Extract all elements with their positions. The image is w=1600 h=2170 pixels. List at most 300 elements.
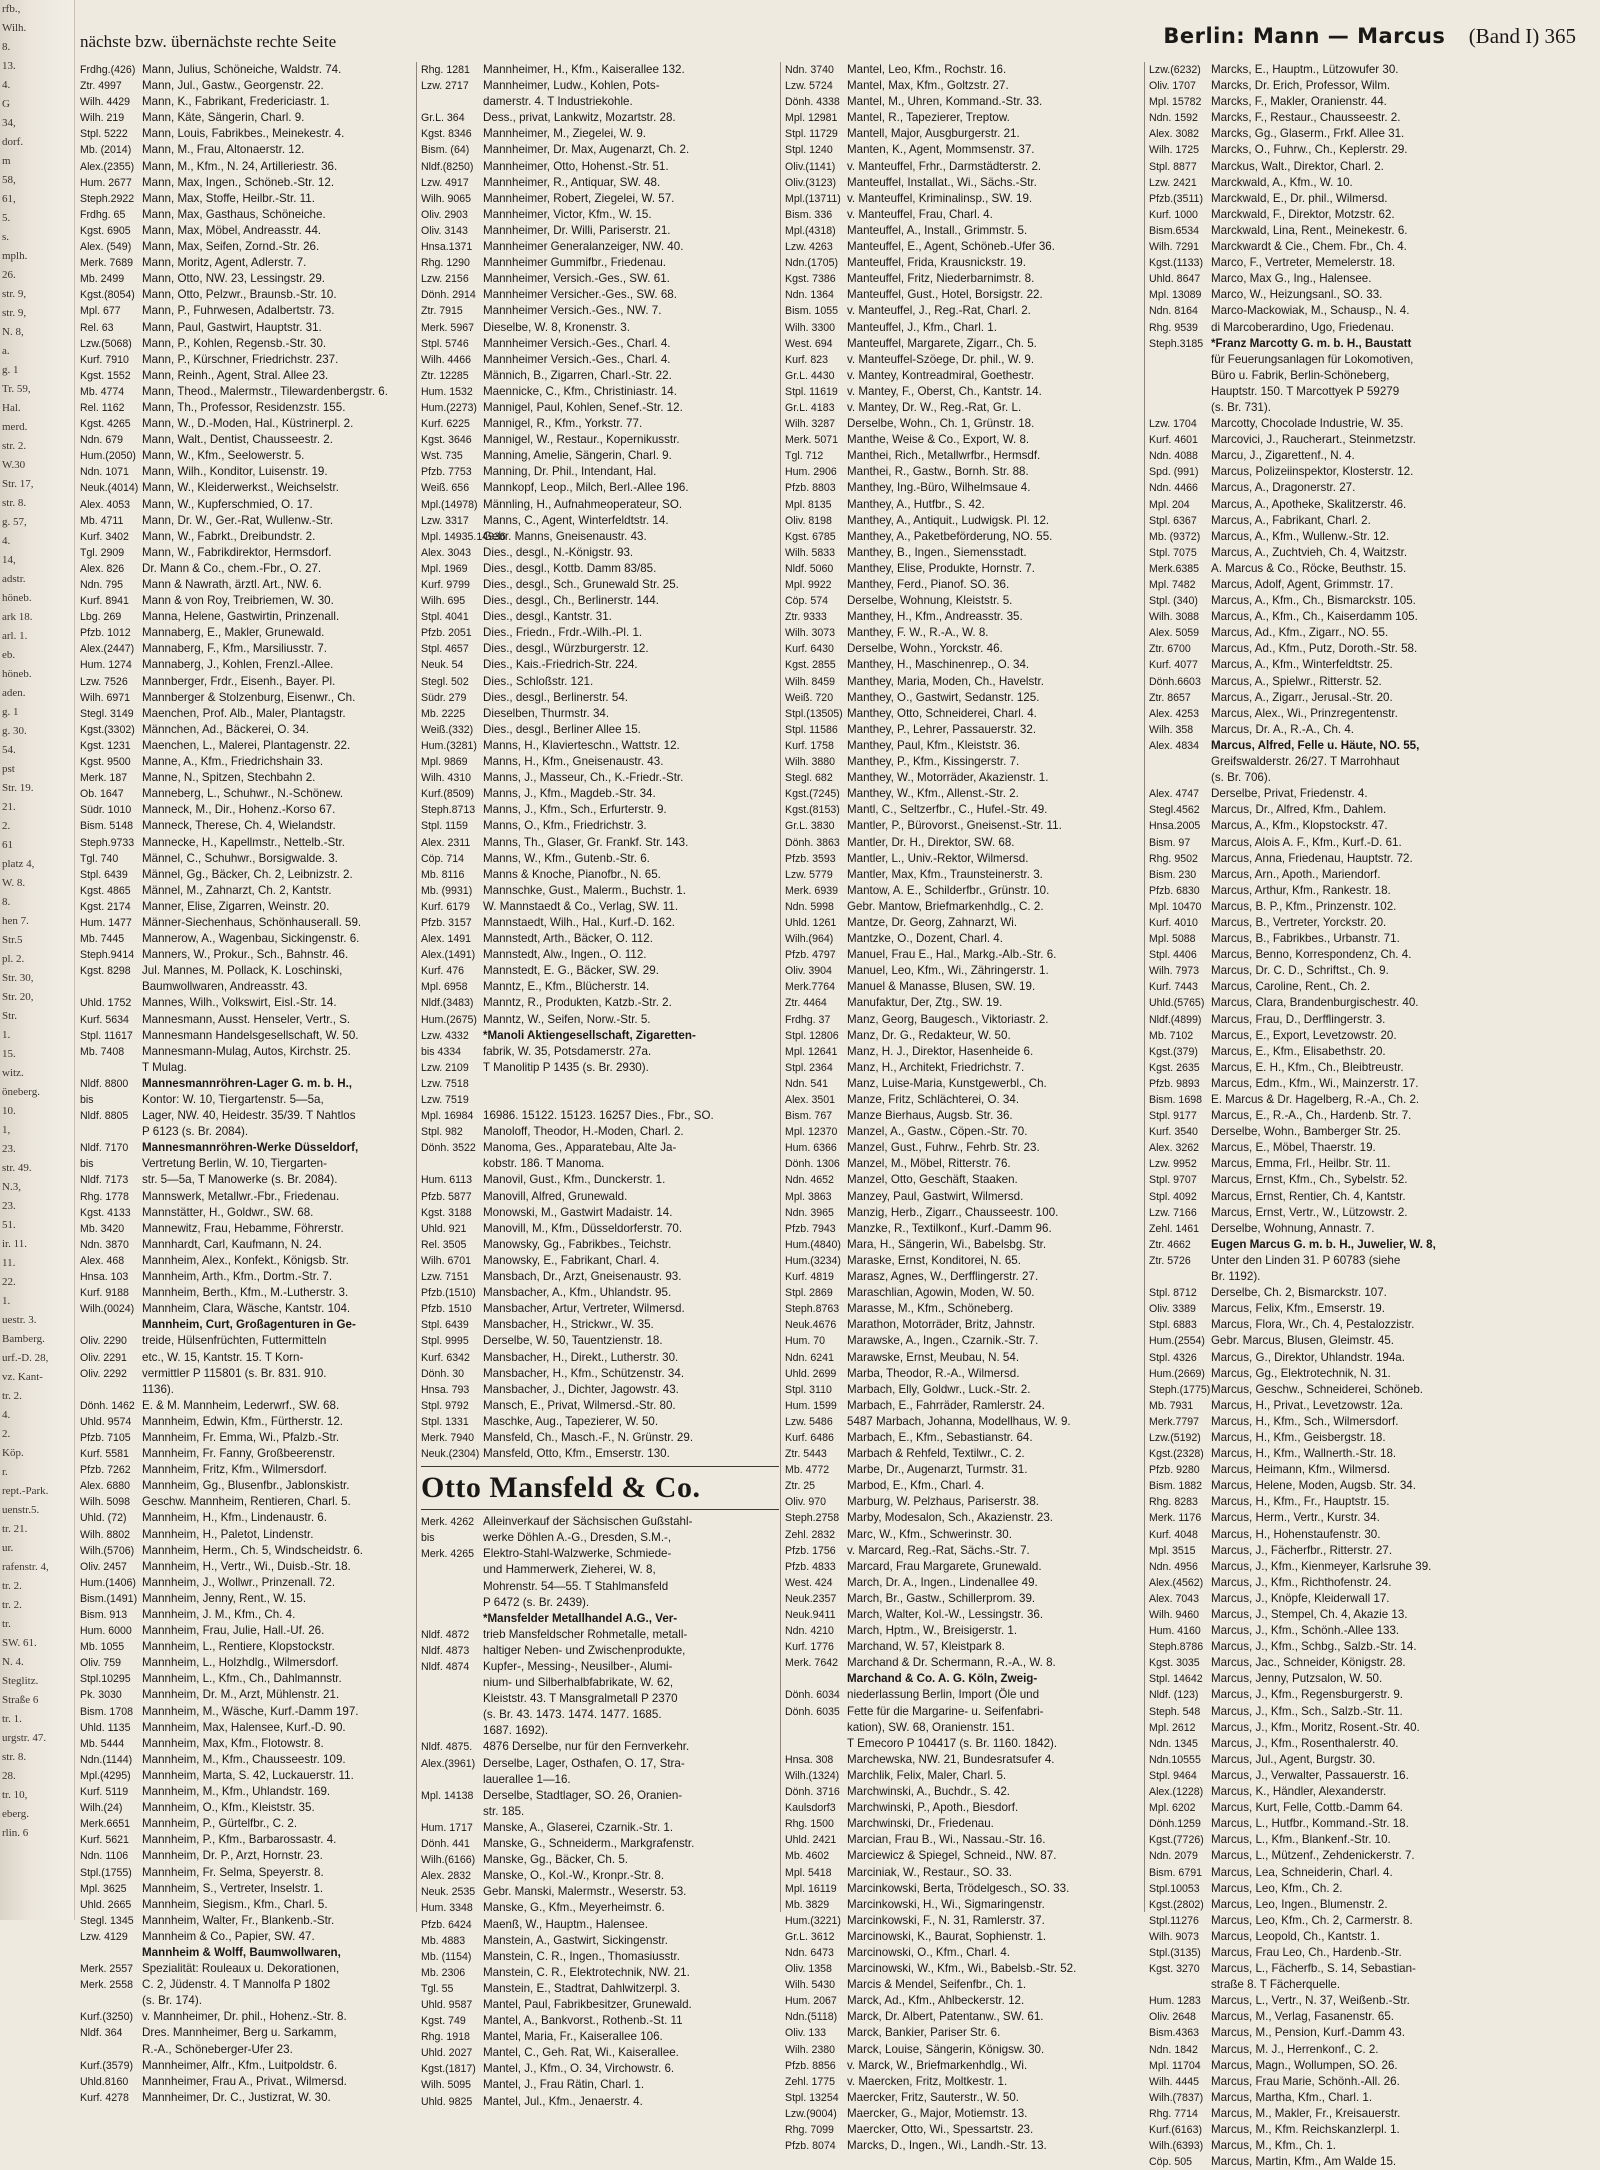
telephone-exchange-number: Stpl. 9792 bbox=[421, 1399, 469, 1412]
entry-text: Mannheimer, Dr. Max, Augenarzt, Ch. 2. bbox=[483, 143, 690, 157]
previous-page-fragment: 13. bbox=[2, 60, 16, 72]
telephone-exchange-number: Lzw. 4129 bbox=[80, 1930, 128, 1943]
telephone-exchange-number: Ndn. 6241 bbox=[785, 1351, 834, 1364]
previous-page-fragment: g. 1 bbox=[2, 706, 19, 718]
directory-entry bbox=[421, 126, 779, 142]
telephone-exchange-number: Mpl. 14935.14936 bbox=[421, 530, 506, 543]
directory-entry bbox=[80, 609, 412, 625]
directory-entry bbox=[1149, 1092, 1595, 1108]
telephone-exchange-number: Gr.L. 3612 bbox=[785, 1930, 835, 1943]
telephone-exchange-number: Kurf. 7443 bbox=[1149, 981, 1198, 994]
directory-entry bbox=[1149, 287, 1595, 303]
telephone-exchange-number: Hum. 2677 bbox=[80, 176, 132, 189]
directory-entry bbox=[421, 1205, 779, 1221]
telephone-exchange-number: Hum.(2273) bbox=[421, 401, 477, 414]
entry-text: Marcus, Jenny, Putzsalon, W. 50. bbox=[1211, 1672, 1383, 1686]
previous-page-fragment: ur. bbox=[2, 1542, 14, 1554]
entry-text: Kleiststr. 43. T Mansgralmetall P 2370 bbox=[483, 1692, 678, 1706]
telephone-exchange-number: Ndn.(1144) bbox=[80, 1753, 133, 1766]
telephone-exchange-number: Wilh.(6166) bbox=[421, 1854, 476, 1867]
directory-entry bbox=[1149, 1929, 1595, 1945]
telephone-exchange-number: Lzw. 9952 bbox=[1149, 1158, 1197, 1171]
telephone-exchange-number: Pfzb. 5877 bbox=[421, 1190, 472, 1203]
entry-text: niederlassung Berlin, Import (Öle und bbox=[847, 1688, 1040, 1702]
directory-entry bbox=[785, 1446, 1143, 1462]
telephone-exchange-number: Merk.7764 bbox=[785, 981, 836, 994]
directory-entry bbox=[785, 400, 1143, 416]
telephone-exchange-number: Stpl. 9464 bbox=[1149, 1769, 1197, 1782]
entry-text: Mannheim & Wolff, Baumwollwaren, bbox=[142, 1945, 341, 1959]
entry-text: haltiger Neben- und Zwischenprodukte, bbox=[483, 1643, 686, 1657]
entry-text: Mannheim, Curt, Großagenturen in Ge- bbox=[142, 1318, 356, 1332]
telephone-exchange-number: Ndn. 541 bbox=[785, 1077, 828, 1090]
entry-text: Marcus, J., Kfm., Sch., Salzb.-Str. 11. bbox=[1211, 1704, 1403, 1718]
entry-text: Marcus, A., Kfm., Wullenw.-Str. 12. bbox=[1211, 529, 1390, 543]
directory-entry bbox=[785, 2106, 1143, 2122]
previous-page-fragment: Str. 20, bbox=[2, 991, 34, 1003]
telephone-exchange-number: Alex.(2355) bbox=[80, 160, 135, 173]
directory-entry bbox=[1149, 931, 1595, 947]
directory-entry bbox=[80, 1205, 412, 1221]
telephone-exchange-number: Oliv.(3123) bbox=[785, 176, 837, 189]
directory-entry bbox=[421, 62, 779, 78]
previous-page-fragment: 26. bbox=[2, 269, 16, 281]
directory-entry bbox=[1149, 963, 1595, 979]
directory-entry bbox=[80, 1527, 412, 1543]
telephone-exchange-number: Merk. 7642 bbox=[785, 1657, 838, 1670]
entry-text: Marcus, H., Kfm., Fr., Hauptstr. 15. bbox=[1211, 1495, 1390, 1509]
entry-text: Maraschlian, Agowin, Moden, W. 50. bbox=[847, 1286, 1035, 1300]
entry-text: Gebr. Mantow, Briefmarkenhdlg., C. 2. bbox=[847, 899, 1044, 913]
telephone-exchange-number: Alex. 3043 bbox=[421, 546, 472, 559]
telephone-exchange-number: Oliv. 2457 bbox=[80, 1560, 127, 1573]
entry-text: Marchand & Co. A. G. Köln, Zweig- bbox=[847, 1672, 1038, 1686]
directory-entry bbox=[785, 1189, 1143, 1205]
directory-entry bbox=[785, 1205, 1143, 1221]
entry-text: Mantler, Dr. H., Direktor, SW. 68. bbox=[847, 835, 1015, 849]
entry-text: Mannewitz, Frau, Hebamme, Föhrerstr. bbox=[142, 1221, 344, 1235]
telephone-exchange-number: Stpl.11276 bbox=[1149, 1914, 1199, 1927]
directory-entry bbox=[421, 1756, 779, 1772]
entry-text: Derselbe, Wohnung, Kleiststr. 5. bbox=[847, 594, 1013, 608]
entry-text: Marckwald, Lina, Rent., Meinekestr. 6. bbox=[1211, 223, 1408, 237]
directory-entry bbox=[80, 1720, 412, 1736]
entry-text: R.-A., Schöneberger-Ufer 23. bbox=[142, 2042, 293, 2056]
telephone-exchange-number: Nldf. 7173 bbox=[80, 1174, 129, 1187]
entry-text: Marchwinski, P., Apoth., Biesdorf. bbox=[847, 1801, 1019, 1815]
entry-text: Kontor: W. 10, Tiergartenstr. 5—5a, bbox=[142, 1093, 324, 1106]
directory-entry bbox=[785, 1060, 1143, 1076]
previous-page-fragment: arl. 1. bbox=[2, 630, 28, 642]
entry-text: Marcus, Leo, Ingen., Blumenstr. 2. bbox=[1211, 1897, 1388, 1911]
telephone-exchange-number: Lzw. 7518 bbox=[421, 1077, 469, 1090]
telephone-exchange-number: Stpl. 14642 bbox=[1149, 1673, 1203, 1686]
directory-entry bbox=[785, 255, 1143, 271]
previous-page-fragment: Str. 17, bbox=[2, 478, 34, 490]
telephone-exchange-number: Kgst. 4133 bbox=[80, 1206, 131, 1219]
directory-entry bbox=[785, 1414, 1143, 1430]
directory-entry bbox=[80, 126, 412, 142]
telephone-exchange-number: Weiß. 720 bbox=[785, 691, 834, 704]
entry-text: Marcus, B., Vertreter, Yorckstr. 20. bbox=[1211, 915, 1387, 929]
entry-text: Marcus, Ernst, Vertr., W., Lützowstr. 2. bbox=[1211, 1205, 1408, 1219]
telephone-exchange-number: Mb. 4711 bbox=[80, 514, 124, 527]
previous-page-fragment: str. 8. bbox=[2, 497, 27, 509]
telephone-exchange-number: Ztr. 5443 bbox=[785, 1448, 827, 1461]
entry-text: Mannes, Wilh., Volkswirt, Eisl.-Str. 14. bbox=[142, 996, 337, 1010]
directory-entry bbox=[785, 625, 1143, 641]
previous-page-fragment: mplh. bbox=[2, 250, 28, 262]
directory-entry bbox=[1149, 1961, 1595, 1977]
directory-entry bbox=[80, 1816, 412, 1832]
entry-text: Mann, Käte, Sängerin, Charl. 9. bbox=[142, 111, 305, 125]
directory-entry bbox=[785, 2025, 1143, 2041]
directory-entry bbox=[785, 883, 1143, 899]
directory-entry bbox=[80, 1333, 412, 1349]
telephone-exchange-number: Hum.(4840) bbox=[785, 1238, 841, 1251]
entry-text: Mansfeld, Ch., Masch.-F., N. Grünstr. 29. bbox=[483, 1430, 694, 1444]
telephone-exchange-number: Merk. 2558 bbox=[80, 1979, 133, 1992]
entry-text: Marasz, Agnes, W., Derfflingerstr. 27. bbox=[847, 1270, 1039, 1284]
entry-text: Alleinverkauf der Sächsischen Gußstahl- bbox=[483, 1515, 693, 1529]
entry-text: Mannheim, P., Gürtelfbr., C. 2. bbox=[142, 1817, 298, 1831]
directory-entry bbox=[80, 1768, 412, 1784]
entry-text: Mann, Max, Gasthaus, Schöneiche. bbox=[142, 207, 326, 221]
directory-entry bbox=[785, 1671, 1143, 1687]
directory-entry bbox=[421, 368, 779, 384]
telephone-exchange-number: Bism. 5148 bbox=[80, 820, 133, 833]
directory-entry bbox=[785, 368, 1143, 384]
telephone-exchange-number: Uhld. 1135 bbox=[80, 1721, 131, 1734]
telephone-exchange-number: Neuk. 54 bbox=[421, 659, 464, 672]
entry-text: Manning, Amelie, Sängerin, Charl. 9. bbox=[483, 449, 672, 463]
entry-text: Maercker, G., Major, Motiemstr. 13. bbox=[847, 2106, 1028, 2120]
directory-entry bbox=[421, 1366, 779, 1382]
telephone-exchange-number: Stpl. 9995 bbox=[421, 1335, 469, 1348]
telephone-exchange-number: Alex.(4562) bbox=[1149, 1576, 1204, 1589]
telephone-exchange-number: Alex. 4253 bbox=[1149, 707, 1200, 720]
telephone-exchange-number: Uhld. 9825 bbox=[421, 2095, 473, 2108]
entry-text: Manntz, W., Seifen, Norw.-Str. 5. bbox=[483, 1012, 651, 1026]
telephone-exchange-number: Mpl.(4295) bbox=[80, 1769, 131, 1782]
directory-entry bbox=[1149, 690, 1595, 706]
entry-text: Manteuffel, A., Install., Grimmstr. 5. bbox=[847, 223, 1028, 237]
telephone-exchange-number: Hnsa. 103 bbox=[80, 1271, 129, 1284]
entry-text: Marcus, E., R.-A., Ch., Hardenb. Str. 7. bbox=[1211, 1109, 1412, 1123]
directory-entry bbox=[421, 110, 779, 126]
directory-entry bbox=[421, 1675, 779, 1691]
telephone-exchange-number: Rhg. 9502 bbox=[1149, 852, 1198, 865]
telephone-exchange-number: Stpl. 1331 bbox=[421, 1415, 469, 1428]
directory-entry bbox=[785, 1865, 1143, 1881]
entry-text: 1136). bbox=[142, 1382, 175, 1396]
telephone-exchange-number: Lzw. 4332 bbox=[421, 1029, 469, 1042]
telephone-exchange-number: Gr.L. 3830 bbox=[785, 820, 835, 833]
directory-entry bbox=[785, 1366, 1143, 1382]
directory-entry bbox=[785, 963, 1143, 979]
entry-text: Marckwald, F., Direktor, Motzstr. 62. bbox=[1211, 207, 1395, 221]
directory-entry bbox=[1149, 1784, 1595, 1800]
telephone-exchange-number: Stpl.(1755) bbox=[80, 1866, 132, 1879]
directory-entry bbox=[80, 1897, 412, 1913]
directory-entry bbox=[1149, 1221, 1595, 1237]
directory-entry bbox=[421, 1579, 779, 1595]
telephone-exchange-number: Mpl. 10470 bbox=[1149, 900, 1202, 913]
directory-entry bbox=[1149, 239, 1595, 255]
directory-entry bbox=[1149, 1333, 1595, 1349]
directory-entry bbox=[421, 915, 779, 931]
entry-text: Marcus, A., Zigarr., Jerusal.-Str. 20. bbox=[1211, 690, 1393, 704]
entry-text: Mannheimer, Victor, Kfm., W. 15. bbox=[483, 207, 652, 221]
previous-page-fragment: 10. bbox=[2, 1105, 16, 1117]
telephone-exchange-number: Hum. 6113 bbox=[421, 1174, 473, 1187]
entry-text: Manuel, Frau E., Hal., Markg.-Alb.-Str. 6. bbox=[847, 948, 1057, 962]
telephone-exchange-number: Lzw. 3317 bbox=[421, 514, 469, 527]
telephone-exchange-number: Kgst.(8153) bbox=[785, 804, 840, 817]
entry-text: 4876 Derselbe, nur für den Fernverkehr. bbox=[483, 1740, 690, 1754]
directory-entry bbox=[80, 207, 412, 223]
telephone-exchange-number: Dönh. 6035 bbox=[785, 1705, 840, 1718]
telephone-exchange-number: Kgst. 2855 bbox=[785, 659, 836, 672]
entry-text: Manowsky, Gg., Fabrikbes., Teichstr. bbox=[483, 1237, 672, 1251]
directory-entry bbox=[1149, 818, 1595, 834]
directory-entry bbox=[421, 303, 779, 319]
entry-text: Mannheimer Versicher.-Ges., SW. 68. bbox=[483, 288, 677, 302]
telephone-exchange-number: Mb. 7931 bbox=[1149, 1399, 1194, 1412]
directory-entry bbox=[785, 1768, 1143, 1784]
entry-text: Mannkopf, Leop., Milch, Berl.-Allee 196. bbox=[483, 481, 689, 495]
telephone-exchange-number: Tgl. 55 bbox=[421, 1982, 454, 1995]
directory-entry bbox=[421, 1788, 779, 1804]
directory-entry bbox=[80, 931, 412, 947]
entry-text: Mannstedt, E. G., Bäcker, SW. 29. bbox=[483, 964, 659, 978]
entry-text: Mannheim, Clara, Wäsche, Kantstr. 104. bbox=[142, 1302, 351, 1316]
directory-entry bbox=[785, 1350, 1143, 1366]
entry-text: Mannesmannröhren-Werke Düsseldorf, bbox=[142, 1141, 359, 1155]
previous-page-fragment: Tr. 59, bbox=[2, 383, 31, 395]
directory-entry bbox=[421, 690, 779, 706]
entry-text: Manz, H. J., Direktor, Hasenheide 6. bbox=[847, 1044, 1034, 1058]
telephone-exchange-number: Wilh. 9065 bbox=[421, 192, 472, 205]
telephone-exchange-number: Mb. 2306 bbox=[421, 1966, 466, 1979]
telephone-exchange-number: Nldf. (123) bbox=[1149, 1689, 1199, 1702]
entry-text: Marcus, A., Apotheke, Skalitzerstr. 46. bbox=[1211, 497, 1407, 511]
entry-text: Mannheim, Dr. P., Arzt, Hornstr. 23. bbox=[142, 1849, 323, 1863]
telephone-exchange-number: Rhg. 1778 bbox=[80, 1190, 129, 1203]
entry-text: Dies., desgl., N.-Königstr. 93. bbox=[483, 545, 634, 559]
entry-text: Mannheim, Walter, Fr., Blankenb.-Str. bbox=[142, 1913, 335, 1927]
telephone-exchange-number: Stpl. 1159 bbox=[421, 820, 468, 833]
telephone-exchange-number: bis 4334 bbox=[421, 1045, 462, 1058]
entry-text: Mannheim, L., Kfm., Ch., Dahlmannstr. bbox=[142, 1672, 342, 1686]
telephone-exchange-number: Uhld. 9574 bbox=[80, 1415, 132, 1428]
entry-text: Marckus, Walt., Direktor, Charl. 2. bbox=[1211, 159, 1384, 173]
previous-page-fragment: s. bbox=[2, 231, 10, 243]
telephone-exchange-number: Oliv. 2648 bbox=[1149, 2011, 1196, 2024]
telephone-exchange-number: Kgst. 7386 bbox=[785, 273, 836, 286]
telephone-exchange-number: Merk. 7940 bbox=[421, 1431, 474, 1444]
directory-entry bbox=[785, 1221, 1143, 1237]
entry-text: Manze Bierhaus, Augsb. Str. 36. bbox=[847, 1109, 1013, 1123]
telephone-exchange-number: Pfzb. 9893 bbox=[1149, 1077, 1200, 1090]
directory-entry bbox=[421, 529, 779, 545]
directory-entry bbox=[80, 818, 412, 834]
previous-page-fragment: 22. bbox=[2, 1276, 16, 1288]
telephone-exchange-number: Ndn. 1071 bbox=[80, 466, 129, 479]
telephone-exchange-number: Kgst. 2174 bbox=[80, 900, 131, 913]
telephone-exchange-number: Cöp. 714 bbox=[421, 852, 464, 865]
entry-text: Männling, H., Aufnahmeoperateur, SO. bbox=[483, 497, 683, 511]
directory-entry bbox=[1149, 561, 1595, 577]
directory-entry bbox=[1149, 2122, 1595, 2138]
entry-text: *Franz Marcotty G. m. b. H., Baustatt bbox=[1211, 336, 1412, 350]
directory-entry bbox=[1149, 1704, 1595, 1720]
directory-entry bbox=[421, 1430, 779, 1446]
telephone-exchange-number: Alex. 3501 bbox=[785, 1094, 836, 1106]
directory-entry bbox=[1149, 1060, 1595, 1076]
previous-page-fragment: tr. 1. bbox=[2, 1713, 22, 1725]
previous-page-fragment: 21. bbox=[2, 801, 16, 813]
entry-text: Manzel, Gust., Fuhrw., Fehrb. Str. 23. bbox=[847, 1141, 1040, 1155]
entry-text: Mann, Wilh., Konditor, Luisenstr. 19. bbox=[142, 465, 328, 479]
entry-text: Spezialität: Rouleaux u. Dekorationen, bbox=[142, 1962, 340, 1976]
entry-text: A. Marcus & Co., Röcke, Beuthstr. 15. bbox=[1211, 561, 1407, 575]
telephone-exchange-number: bis bbox=[421, 1532, 435, 1545]
directory-entry bbox=[80, 287, 412, 303]
telephone-exchange-number: Mpl. 8135 bbox=[785, 498, 832, 511]
directory-entry bbox=[80, 786, 412, 802]
telephone-exchange-number: Hum. 6000 bbox=[80, 1625, 132, 1638]
entry-text: Marba, Theodor, R.-A., Wilmersd. bbox=[847, 1366, 1020, 1380]
telephone-exchange-number: Südr. 1010 bbox=[80, 804, 132, 817]
entry-text: Marcus, Frau Marie, Schönh.-All. 26. bbox=[1211, 2074, 1400, 2088]
telephone-exchange-number: bis bbox=[80, 1094, 94, 1106]
directory-entry bbox=[421, 497, 779, 513]
directory-entry bbox=[1149, 1108, 1595, 1124]
entry-text: Unter den Linden 31. P 60783 (siehe bbox=[1211, 1253, 1401, 1267]
directory-entry bbox=[785, 1655, 1143, 1671]
telephone-exchange-number: Kurf.(8509) bbox=[421, 788, 474, 801]
telephone-exchange-number: Kgst.(8054) bbox=[80, 289, 135, 302]
telephone-exchange-number: Ndn. 3740 bbox=[785, 64, 834, 76]
directory-entry bbox=[785, 1913, 1143, 1929]
entry-text: Mansch, E., Privat, Wilmersd.-Str. 80. bbox=[483, 1398, 676, 1412]
entry-text: Mannesmann, Ausst. Henseler, Vertr., S. bbox=[142, 1012, 351, 1026]
telephone-exchange-number: Bism. 1698 bbox=[1149, 1094, 1202, 1106]
telephone-exchange-number: Dönh. 3716 bbox=[785, 1786, 840, 1799]
entry-text: Marck, Ad., Kfm., Ahlbeckerstr. 12. bbox=[847, 1994, 1025, 2008]
directory-entry bbox=[785, 2009, 1143, 2025]
telephone-exchange-number: Wilh.(1324) bbox=[785, 1769, 840, 1782]
directory-entry bbox=[80, 497, 412, 513]
entry-text: Manteuffel, Installat., Wi., Sächs.-Str. bbox=[847, 175, 1037, 189]
previous-page-fragment: 54. bbox=[2, 744, 16, 756]
entry-text: Mantel, C., Geh. Rat, Wi., Kaiserallee. bbox=[483, 2046, 679, 2060]
entry-text: Dies., desgl., Kottb. Damm 83/85. bbox=[483, 561, 657, 575]
telephone-exchange-number: Oliv. 2292 bbox=[80, 1367, 127, 1380]
entry-text: Marcus, B., Fabrikbes., Urbanstr. 71. bbox=[1211, 932, 1400, 946]
telephone-exchange-number: Stpl. 4041 bbox=[421, 611, 469, 624]
entry-text: T Mulag. bbox=[142, 1060, 187, 1074]
directory-entry bbox=[421, 1108, 779, 1124]
directory-entry bbox=[1149, 1285, 1595, 1301]
telephone-exchange-number: Mpl. 11704 bbox=[1149, 2059, 1201, 2072]
directory-entry bbox=[785, 1897, 1143, 1913]
telephone-exchange-number: Mpl. 3625 bbox=[80, 1882, 127, 1895]
directory-entry bbox=[421, 545, 779, 561]
telephone-exchange-number: Pfzb. 8803 bbox=[785, 482, 836, 495]
entry-text: Maennicke, C., Kfm., Christiniastr. 14. bbox=[483, 384, 677, 398]
entry-text: Manteuffel, J., Kfm., Charl. 1. bbox=[847, 320, 997, 334]
directory-entry bbox=[421, 432, 779, 448]
entry-text: Männel, Gg., Bäcker, Ch. 2, Leibnizstr. 2. bbox=[142, 867, 353, 881]
telephone-exchange-number: Lzw. 2109 bbox=[421, 1061, 469, 1074]
directory-entry bbox=[1149, 1559, 1595, 1575]
telephone-exchange-number: Uhld. 1752 bbox=[80, 997, 132, 1010]
directory-entry bbox=[80, 1108, 412, 1124]
directory-entry bbox=[1149, 1382, 1595, 1398]
entry-text: Kupfer-, Messing-, Neusilber-, Alumi- bbox=[483, 1660, 673, 1673]
telephone-exchange-number: Alex. 468 bbox=[80, 1254, 125, 1267]
directory-entry bbox=[80, 1317, 412, 1333]
telephone-exchange-number: Nldf. 5060 bbox=[785, 562, 834, 575]
directory-entry bbox=[80, 1366, 412, 1382]
entry-text: Mannheim, Herm., Ch. 5, Windscheidstr. 6. bbox=[142, 1543, 364, 1557]
entry-text: Mantel, A., Bankvorst., Rothenb.-St. 11 bbox=[483, 2014, 683, 2028]
entry-text: Mannheim, Siegism., Kfm., Charl. 5. bbox=[142, 1897, 328, 1911]
entry-text: Marcus, Emma, Frl., Heilbr. Str. 11. bbox=[1211, 1157, 1391, 1171]
directory-entry bbox=[1149, 722, 1595, 738]
telephone-exchange-number: Ndn. 4466 bbox=[1149, 482, 1198, 495]
directory-entry bbox=[1149, 802, 1595, 818]
entry-text: Manning, Dr. Phil., Intendant, Hal. bbox=[483, 465, 657, 479]
telephone-exchange-number: Frdhg. 37 bbox=[785, 1013, 831, 1026]
telephone-exchange-number: Ndn. 2079 bbox=[1149, 1850, 1198, 1863]
directory-entry bbox=[1149, 835, 1595, 851]
directory-entry bbox=[1149, 368, 1595, 384]
entry-text: Mannheimer, Ludw., Kohlen, Pots- bbox=[483, 79, 660, 93]
entry-text: Eugen Marcus G. m. b. H., Juwelier, W. 8, bbox=[1211, 1237, 1436, 1251]
telephone-exchange-number: Kgst. 4865 bbox=[80, 884, 131, 897]
telephone-exchange-number: Uhld. 921 bbox=[421, 1222, 467, 1235]
telephone-exchange-number: Kurf. 5634 bbox=[80, 1013, 129, 1026]
telephone-exchange-number: Wst. 735 bbox=[421, 450, 463, 463]
telephone-exchange-number: Alex. 4053 bbox=[80, 498, 131, 511]
directory-entry bbox=[1149, 207, 1595, 223]
entry-text: Marchwinski, Dr., Friedenau. bbox=[847, 1817, 994, 1831]
entry-text: Marcus, L., Kfm., Blankenf.-Str. 10. bbox=[1211, 1833, 1391, 1847]
directory-entry bbox=[80, 1639, 412, 1655]
telephone-exchange-number: Ndn. 1592 bbox=[1149, 112, 1198, 125]
telephone-exchange-number: Kurf. 6342 bbox=[421, 1351, 470, 1364]
directory-entry bbox=[1149, 674, 1595, 690]
telephone-exchange-number: Mpl. 6958 bbox=[421, 981, 468, 994]
telephone-exchange-number: Bism. 1055 bbox=[785, 305, 838, 318]
entry-text: Manthey, Ing.-Büro, Wilhelmsaue 4. bbox=[847, 481, 1031, 495]
previous-page-fragment: 4. bbox=[2, 535, 11, 547]
entry-text: Mann, W., Kfm., Seelowerstr. 5. bbox=[142, 449, 305, 463]
entry-text: Marc, W., Kfm., Schwerinstr. 30. bbox=[847, 1527, 1012, 1541]
previous-page-fragment: ir. 11. bbox=[2, 1238, 27, 1250]
directory-entry bbox=[785, 818, 1143, 834]
telephone-exchange-number: Stpl. (340) bbox=[1149, 595, 1198, 608]
directory-entry bbox=[785, 2042, 1143, 2058]
telephone-exchange-number: Kgst.(7245) bbox=[785, 788, 840, 801]
directory-entry bbox=[785, 1172, 1143, 1188]
entry-text: P 6123 (s. Br. 2084). bbox=[142, 1125, 249, 1139]
telephone-exchange-number: Steph.8763 bbox=[785, 1303, 840, 1316]
telephone-exchange-number: Ztr. 6700 bbox=[1149, 643, 1191, 656]
